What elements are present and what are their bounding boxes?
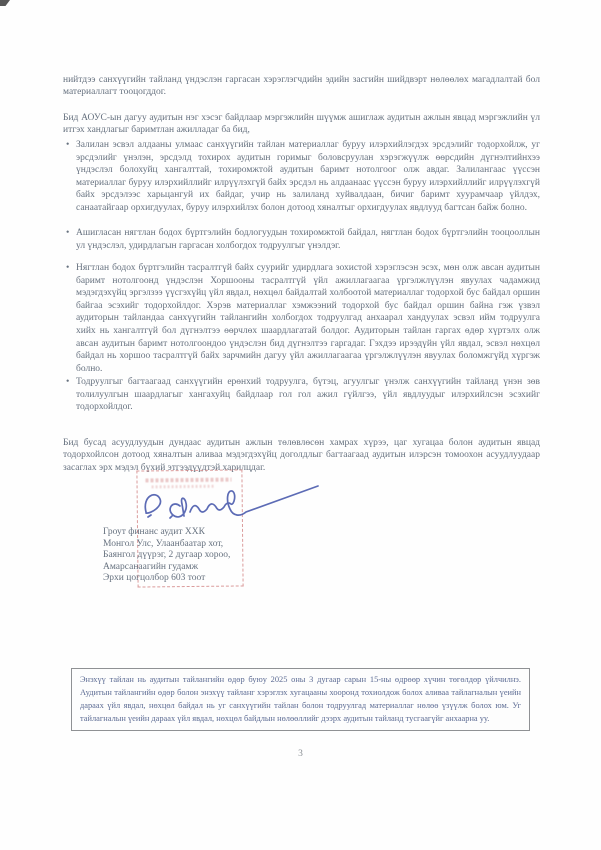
bullet-item-disclosures <box>63 376 540 414</box>
scan-artifact <box>0 0 10 6</box>
paragraph-communication: Бид бусад асуудлуудын дундаас аудитын ажлын төлөвлөсөн хамрах хүрээ, цаг хугацаа болон аудитын явцад тодорхойлсон дотоод хяналтын аливаа мэдэгдэхүйц доголдлыг багтаагаад аудитын илэрсэн томоохон асуудлуудаар засаглах эрх мэдэл бүхий этгээдүүдтэй харилцдаг. <box>63 437 540 473</box>
bullet-text: Тодруулгыг багтаагаад санхүүгийн ерөнхий тодруулга, бүтэц, агуулгыг үнэлж санхүүгийн тайланд үнэн зөв толилуулгын шаардлагыг хангахуйц байдлаар гол гол ажил гүйлгээ, үйл явдлуудыг илэрхийлсэн эсэхийг тодорхойлдог. <box>76 377 540 413</box>
bullet-marker: • <box>66 228 70 238</box>
paragraph-aous-statement: Бид АОУС-ын дагуу аудитын нэг хэсэг байдлаар мэргэжлийн шүүмж ашиглаж аудитын ажлын явцад мэргэжлийн үл итгэх хандлагыг баримтлан ажилладаг ба бид, <box>63 112 540 136</box>
notice-text: Энэхүү тайлан нь аудитын тайлангийн өдөр буюу 2025 оны 3 дугаар сарын 15-ны өдрөөр хүчин төгөлдөр үйлчилнэ. Аудитын тайлангийн өдөр болон энэхүү тайланг хэрэглэх хугацааны хооронд тохиолдож болох аливаа тайлагналын үеийн дараах үйл явдал, нөхцөл байдал нь уг санхүүгийн тайлан болон тодруулгад материаллаг нөлөө үзүүлж болох юм. Уг тайлагналын үеийн дараах үйл явдал, нөхцөл байдлын нөлөөллийг дээрх аудитын тайланд тусгаагүйг анхаарна уу. <box>80 675 521 723</box>
company-name: Гроут финанс аудит ХХК <box>103 527 205 537</box>
bullet-text: Ашигласан нягтлан бодох бүртгэлийн бодлогуудын тохиромжтой байдал, нягтлан бодох бүртгэлийн тооцооллын ул үндэслэл, удирдлагын гаргасан холбогдох тодруулгыг үнэлдэг. <box>76 228 540 251</box>
address-line: Баянгол дүүрэг, 2 дугаар хороо, <box>103 550 231 561</box>
bullet-text: Залилан эсвэл алдааны улмаас санхүүгийн тайлан материаллаг буруу илэрхийлэгдэх эрсдэлийг тодорхойлж, уг эрсдэлийг үнэлэн, эрсдэлд тохирох аудитын горимыг боловсруулан хэрэгжүүлж өөрсдийн дүгнэлтийнхээ үндэслэл болохуйц хангалттай, тохиромжтой аудитын баримт нотолгоог олж авдаг. Залилангаас үүссэн материаллаг буруу илэрхийллийг илрүүлэхгүй байх эрсдэл нь алдаанаас үүссэн буруу илэрхийллийг илрүүлэхгүй байх эрсдэлээс харьцангуй их байдаг, учир нь залиланд хуйвалдаан, бичиг баримт хуурамчаар үйлдэх, санаатайгаар орхигдуулах, буруу илэрхийлэх болон дотоод хяналтыг орхигдуулах явдлууд багтсан байж болно. <box>76 140 540 213</box>
address-line: Монгол Улс, Улаанбаатар хот, <box>103 538 224 549</box>
bullet-marker: • <box>66 140 70 150</box>
paragraph-materiality: нийтдээ санхүүгийн тайланд үндэслэн гаргасан хэрэглэгчдийн эдийн засгийн шийдвэрт нөлөөлөх магадлалтай бол материаллагт тооцогддог. <box>63 74 540 98</box>
bullet-item-going-concern <box>63 262 540 375</box>
signature-ink <box>118 476 323 530</box>
bullet-text: Нягтлан бодох бүртгэлийн тасралтгүй байх суурийг удирдлага зохистой хэрэглэсэн эсэх, мөн олж авсан аудитын баримт нотолгоонд үндэслэн Хоршооны тасралтгүй үйл ажиллагаагаа үргэлжлүүлэн явуулах чадамжид мэдэгдэхүйц эргэлзээ үүсгэхүйц үйл явдал, нөхцөл байдалтай холбоотой материаллаг тодорхой бус байдал оршин байгаа эсэхийг тодорхойлдог. Хэрэв материаллаг хэмжээний тодорхой бус байдал оршин байна гэж үзвэл аудиторын тайландаа санхүүгийн тайлангийн холбогдох тодруулгад анхаарал хандуулах эсвэл ийм тодруулга хийх нь хангалтгүй бол дүгнэлтээ өөрчлөх шаардлагатай болдог. Аудиторын тайлан гаргах өдөр хүртэлх олж авсан аудитын баримт нотолгоондоо үндэслэн бид дүгнэлтээ гаргадаг. Гэхдээ ирээдүйн үйл явдал, эсвэл нөхцөл байдал нь хоршоо тасралтгүй байх зарчмийн дагуу үйл ажиллагаагаа үргэлжлүүлэн явуулах боломжгүйд хүргэж болно. <box>76 263 540 374</box>
bullet-item-accounting-policies <box>63 227 540 252</box>
page-number: 3 <box>298 749 303 759</box>
bullet-marker: • <box>66 377 70 387</box>
notice-box <box>71 668 530 731</box>
address-line: Эрхи цогцолбор 603 тоот <box>103 573 206 584</box>
auditor-address-block <box>103 527 230 585</box>
bullet-marker: • <box>66 263 70 273</box>
bullet-item-fraud-risk <box>63 139 540 215</box>
address-line: Амарсанаагийн гудамж <box>103 561 199 572</box>
